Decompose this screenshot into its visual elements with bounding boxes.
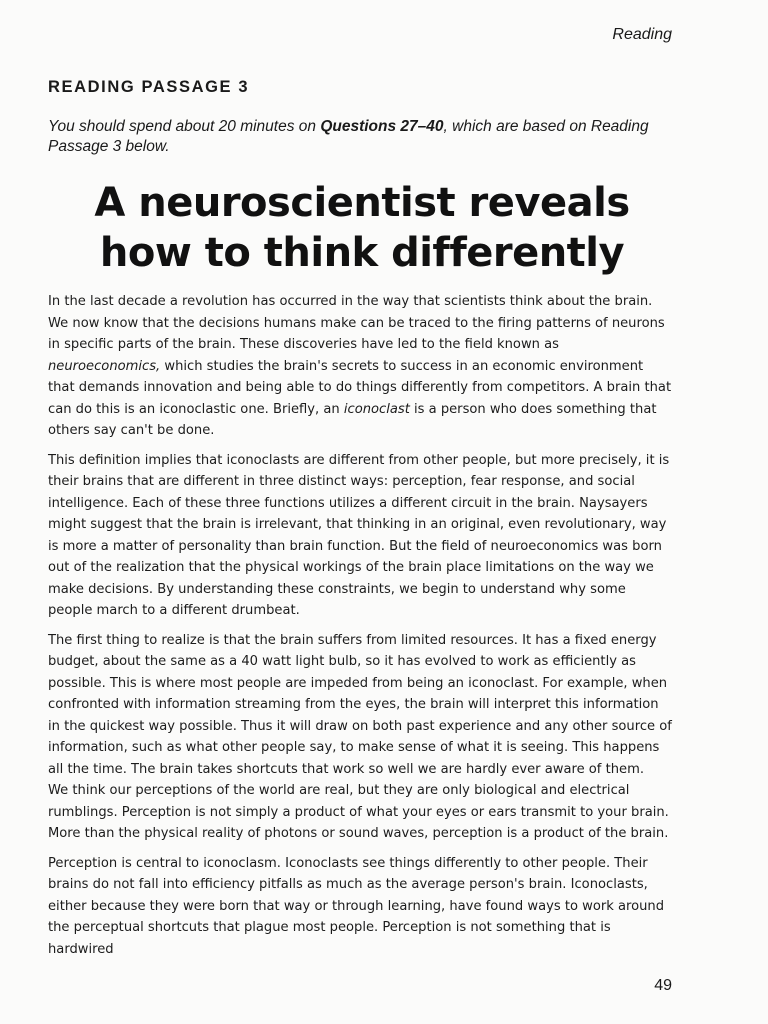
- section-heading: READING PASSAGE 3: [48, 78, 250, 96]
- instructions-text-end: , which are based on Reading Passage 3 below.: [48, 118, 649, 155]
- paragraph-1: [48, 291, 673, 442]
- paragraph-3-continued: We think our perceptions of the world are real, but they are only biological and electrical rumblings. Perception is not simply a product of what your eyes or ears transmit to your brain. More than the physical reality of photons or sound waves, perception is a product of the brain.: [48, 783, 669, 841]
- term-iconoclast: iconoclast: [343, 401, 410, 417]
- article-body: [48, 291, 673, 968]
- instructions: [48, 117, 688, 157]
- page-number: 49: [654, 977, 672, 994]
- running-head: Reading: [612, 26, 672, 43]
- instructions-text: You should spend about 20 minutes on: [48, 118, 321, 135]
- article-title: [90, 178, 634, 278]
- term-neuroeconomics: neuroeconomics,: [48, 358, 161, 374]
- paragraph-1-text-3: is a person who does something that others say can't be done.: [48, 401, 657, 438]
- article-title-line-1: A neuroscientist reveals: [94, 180, 630, 226]
- paragraph-4: Perception is central to iconoclasm. Iconoclasts see things differently to other people. Their brains do not fall into efficiency pitfalls as much as the average person's brain. Iconoclasts, either because they were born that way or through learning, have found ways to work around the perceptual shortcuts that plague most people. Perception is not something that is hardwired: [48, 855, 665, 957]
- question-range: Questions 27–40: [320, 118, 444, 135]
- article-title-line-2: how to think differently: [99, 230, 625, 276]
- paragraph-1-text-2: which studies the brain's secrets to success in an economic environment that demands innovation and being able to do things differently from competitors. A brain that can do this is an iconoclastic one. Briefly, an: [48, 358, 672, 417]
- paragraph-1-text: In the last decade a revolution has occurred in the way that scientists think about the brain. We now know that the decisions humans make can be traced to the firing patterns of neurons in specific parts of the brain. These discoveries have led to the field known as: [48, 294, 665, 352]
- paragraph-2: This definition implies that iconoclasts are different from other people, but more precisely, it is their brains that are different in three distinct ways: perception, fear response, and social intelligence. Each of these three functions utilizes a different circuit in the brain. Naysayers might suggest that the brain is irrelevant, that thinking in an original, even revolutionary, way is more a matter of personality than brain function. But the field of neuroeconomics was born out of the realization that the physical workings of the brain place limitations on the way we make decisions. By understanding these constraints, we begin to understand why some people march to a different drumbeat.: [48, 452, 670, 618]
- paragraph-3: The first thing to realize is that the brain suffers from limited resources. It has a fixed energy budget, about the same as a 40 watt light bulb, so it has evolved to work as efficiently as possible. This is where most people are impeded from being an iconoclast. For example, when confronted with information streaming from the eyes, the brain will interpret this information in the quickest way possible. Thus it will draw on both past experience and any other source of information, such as what other people say, to make sense of what it is seeing. This happens all the time. The brain takes shortcuts that work so well we are hardly ever aware of them.: [48, 632, 672, 777]
